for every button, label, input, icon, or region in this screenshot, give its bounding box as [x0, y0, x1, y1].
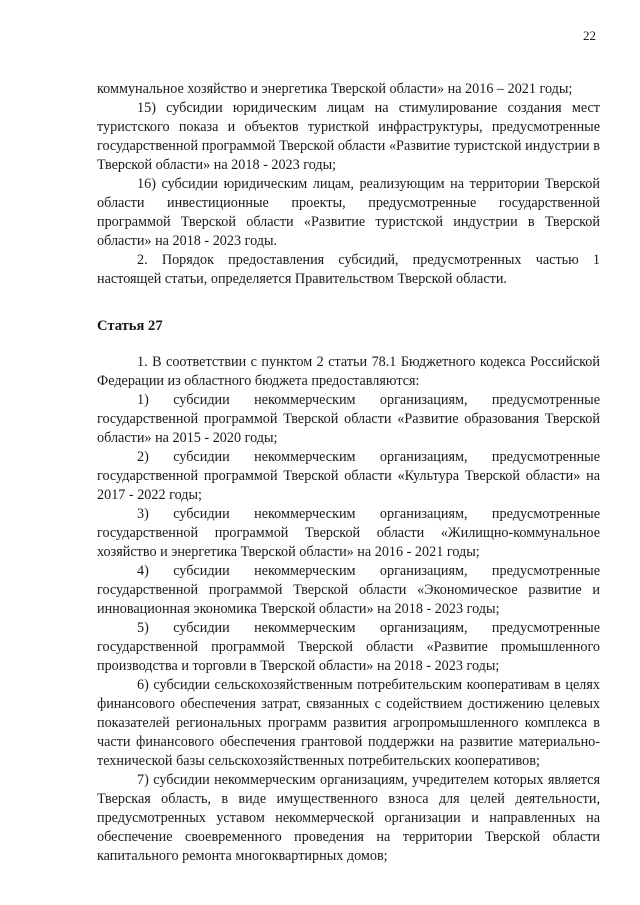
- paragraph-item-5: 5) субсидии некоммерческим организациям, предусмотренные государственной программой Тверской области «Развитие промышленного производства и торговли в Тверской области» на 2018 - 2023 годы;: [97, 620, 600, 674]
- article-title: Статья 27: [97, 318, 163, 334]
- paragraph-item-6: 6) субсидии сельскохозяйственным потребительским кооперативам в целях финансового обеспечения затрат, связанных с содействием достижению целевых показателей региональных программ развития агропромышленного комплекса в части финансового обеспечения грантовой поддержки на развитие материально-технической базы сельскохозяйственных потребительских кооперативов;: [97, 677, 600, 769]
- paragraph-item-3: 3) субсидии некоммерческим организациям, предусмотренные государственной программой Тверской области «Жилищно-коммунальное хозяйство и энергетика Тверской области» на 2016 - 2021 годы;: [97, 506, 600, 560]
- paragraph-part-2: 2. Порядок предоставления субсидий, предусмотренных частью 1 настоящей статьи, определяется Правительством Тверской области.: [97, 252, 600, 287]
- paragraph-item-15: 15) субсидии юридическим лицам на стимулирование создания мест туристского показа и объектов туристкой инфраструктуры, предусмотренные государственной программой Тверской области «Развитие туристской индустрии в Тверской области» на 2018 - 2023 годы;: [97, 100, 600, 173]
- document-body: [97, 80, 600, 866]
- paragraph-continuation: коммунальное хозяйство и энергетика Тверской области» на 2016 – 2021 годы;: [97, 81, 573, 97]
- page-number: 22: [583, 28, 596, 43]
- paragraph-item-16: 16) субсидии юридическим лицам, реализующим на территории Тверской области инвестиционные проекты, предусмотренные государственной программой Тверской области «Развитие туристской индустрии в Тверской области» на 2018 - 2023 годы.: [97, 176, 600, 249]
- paragraph-item-1: 1) субсидии некоммерческим организациям, предусмотренные государственной программой Тверской области «Развитие образования Тверской области» на 2015 - 2020 годы;: [97, 392, 600, 446]
- paragraph-item-7: 7) субсидии некоммерческим организациям, учредителем которых является Тверская область, в виде имущественного взноса для целей деятельности, предусмотренных уставом некоммерческой организации и направленных на обеспечение своевременного проведения на территории Тверской области капитального ремонта многоквартирных домов;: [97, 772, 600, 864]
- paragraph-part-1: 1. В соответствии с пунктом 2 статьи 78.1 Бюджетного кодекса Российской Федерации из областного бюджета предоставляются:: [97, 354, 600, 389]
- paragraph-item-4: 4) субсидии некоммерческим организациям, предусмотренные государственной программой Тверской области «Экономическое развитие и инновационная экономика Тверской области» на 2018 - 2023 годы;: [97, 563, 600, 617]
- paragraph-item-2: 2) субсидии некоммерческим организациям, предусмотренные государственной программой Тверской области «Культура Тверской области» на 2017 - 2022 годы;: [97, 449, 600, 503]
